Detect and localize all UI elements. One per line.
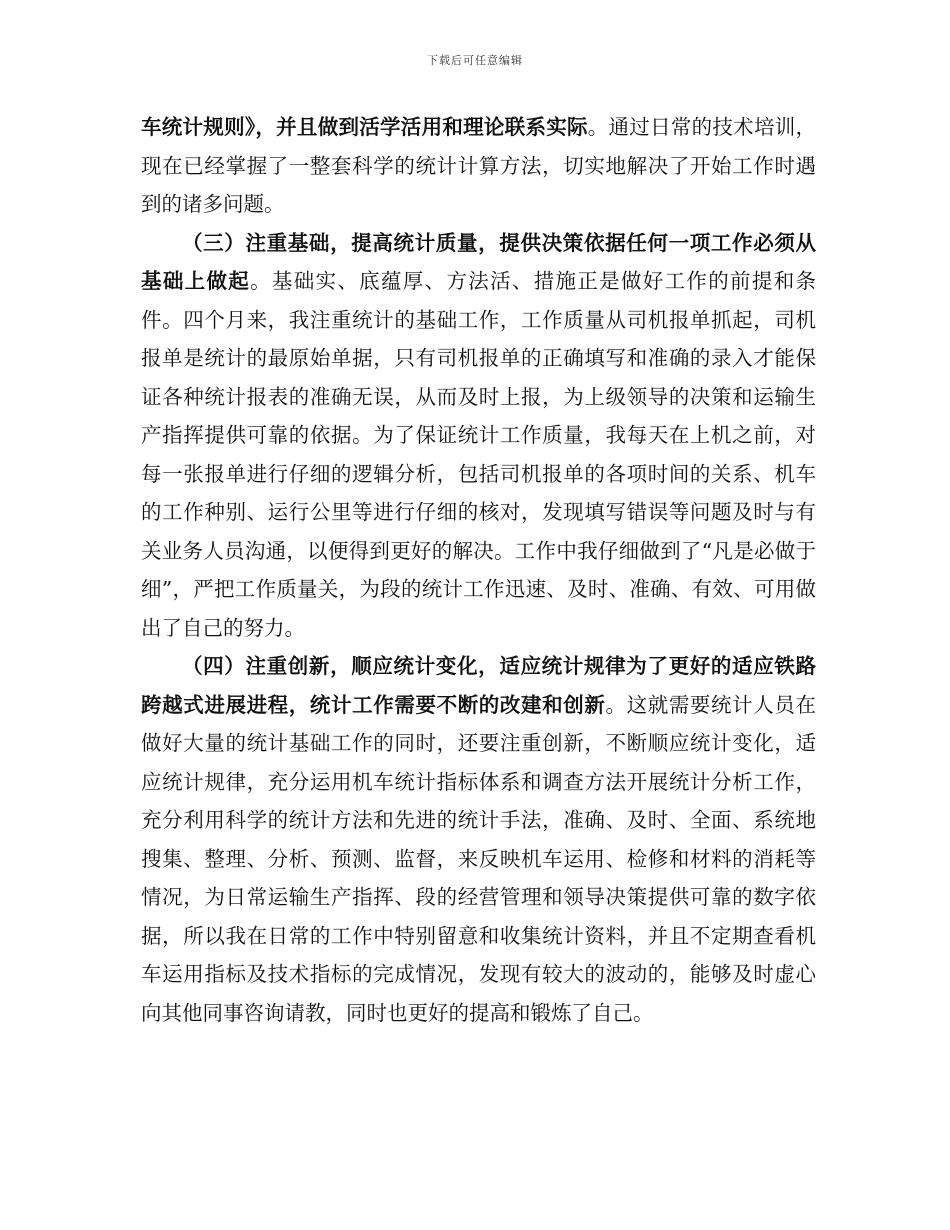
bold-lead-text: 车统计规则》，并且做到活学活用和理论联系实际 [141,115,588,139]
paragraph-section-three [141,224,816,648]
body-text: 。通过日常的技术培训，现在已经掌握了一整套科学的统计计算方法，切实地解决了开始工作时遇到的诸多问题。 [141,115,816,216]
body-text: 。基础实、底蕴厚、方法活、措施正是做好工作的前提和条件。四个月来，我注重统计的基础工作，工作质量从司机报单抓起，司机报单是统计的最原始单据，只有司机报单的正确填写和准确的录入才能保证各种统计报表的准确无误，从而及时上报，为上级领导的决策和运输生产指挥提供可靠的依据。为了保证统计工作质量，我每天在上机之前，对每一张报单进行仔细的逻辑分析，包括司机报单的各项时间的关系、机车的工作种别、运行公里等进行仔细的核对，发现填写错误等问题及时与有关业务人员沟通，以便得到更好的解决。工作中我仔细做到了“凡是必做于细”，严把工作质量关，为段的统计工作迅速、及时、准确、有效、可用做出了自己的努力。 [141,269,817,640]
document-body [141,108,816,1032]
page-header: 下载后可任意编辑 [427,54,523,67]
body-text: 。这就需要统计人员在做好大量的统计基础工作的同时，还要注重创新，不断顺应统计变化，适应统计规律，充分运用机车统计指标体系和调查方法开展统计分析工作，充分利用科学的统计方法和先进的统计手法，准确、及时、全面、系统地搜集、整理、分析、预测、监督，来反映机车运用、检修和材料的消耗等情况，为日常运输生产指挥、段的经营管理和领导决策提供可靠的数字依据，所以我在日常的工作中特别留意和收集统计资料，并且不定期查看机车运用指标及技术指标的完成情况，发现有较大的波动的，能够及时虚心向其他同事咨询请教，同时也更好的提高和锻炼了自己。 [141,692,816,1025]
paragraph-section-four [141,647,816,1032]
paragraph-continuation [141,108,816,224]
section-heading-four: （四）注重创新，顺应统计变化，适应统计规律为了更好的适应铁路跨越式进展进程，统计工作需要不断的改建和创新 [141,654,816,717]
section-heading-three: （三）注重基础，提高统计质量，提供决策依据任何一项工作必须从基础上做起 [141,230,816,293]
